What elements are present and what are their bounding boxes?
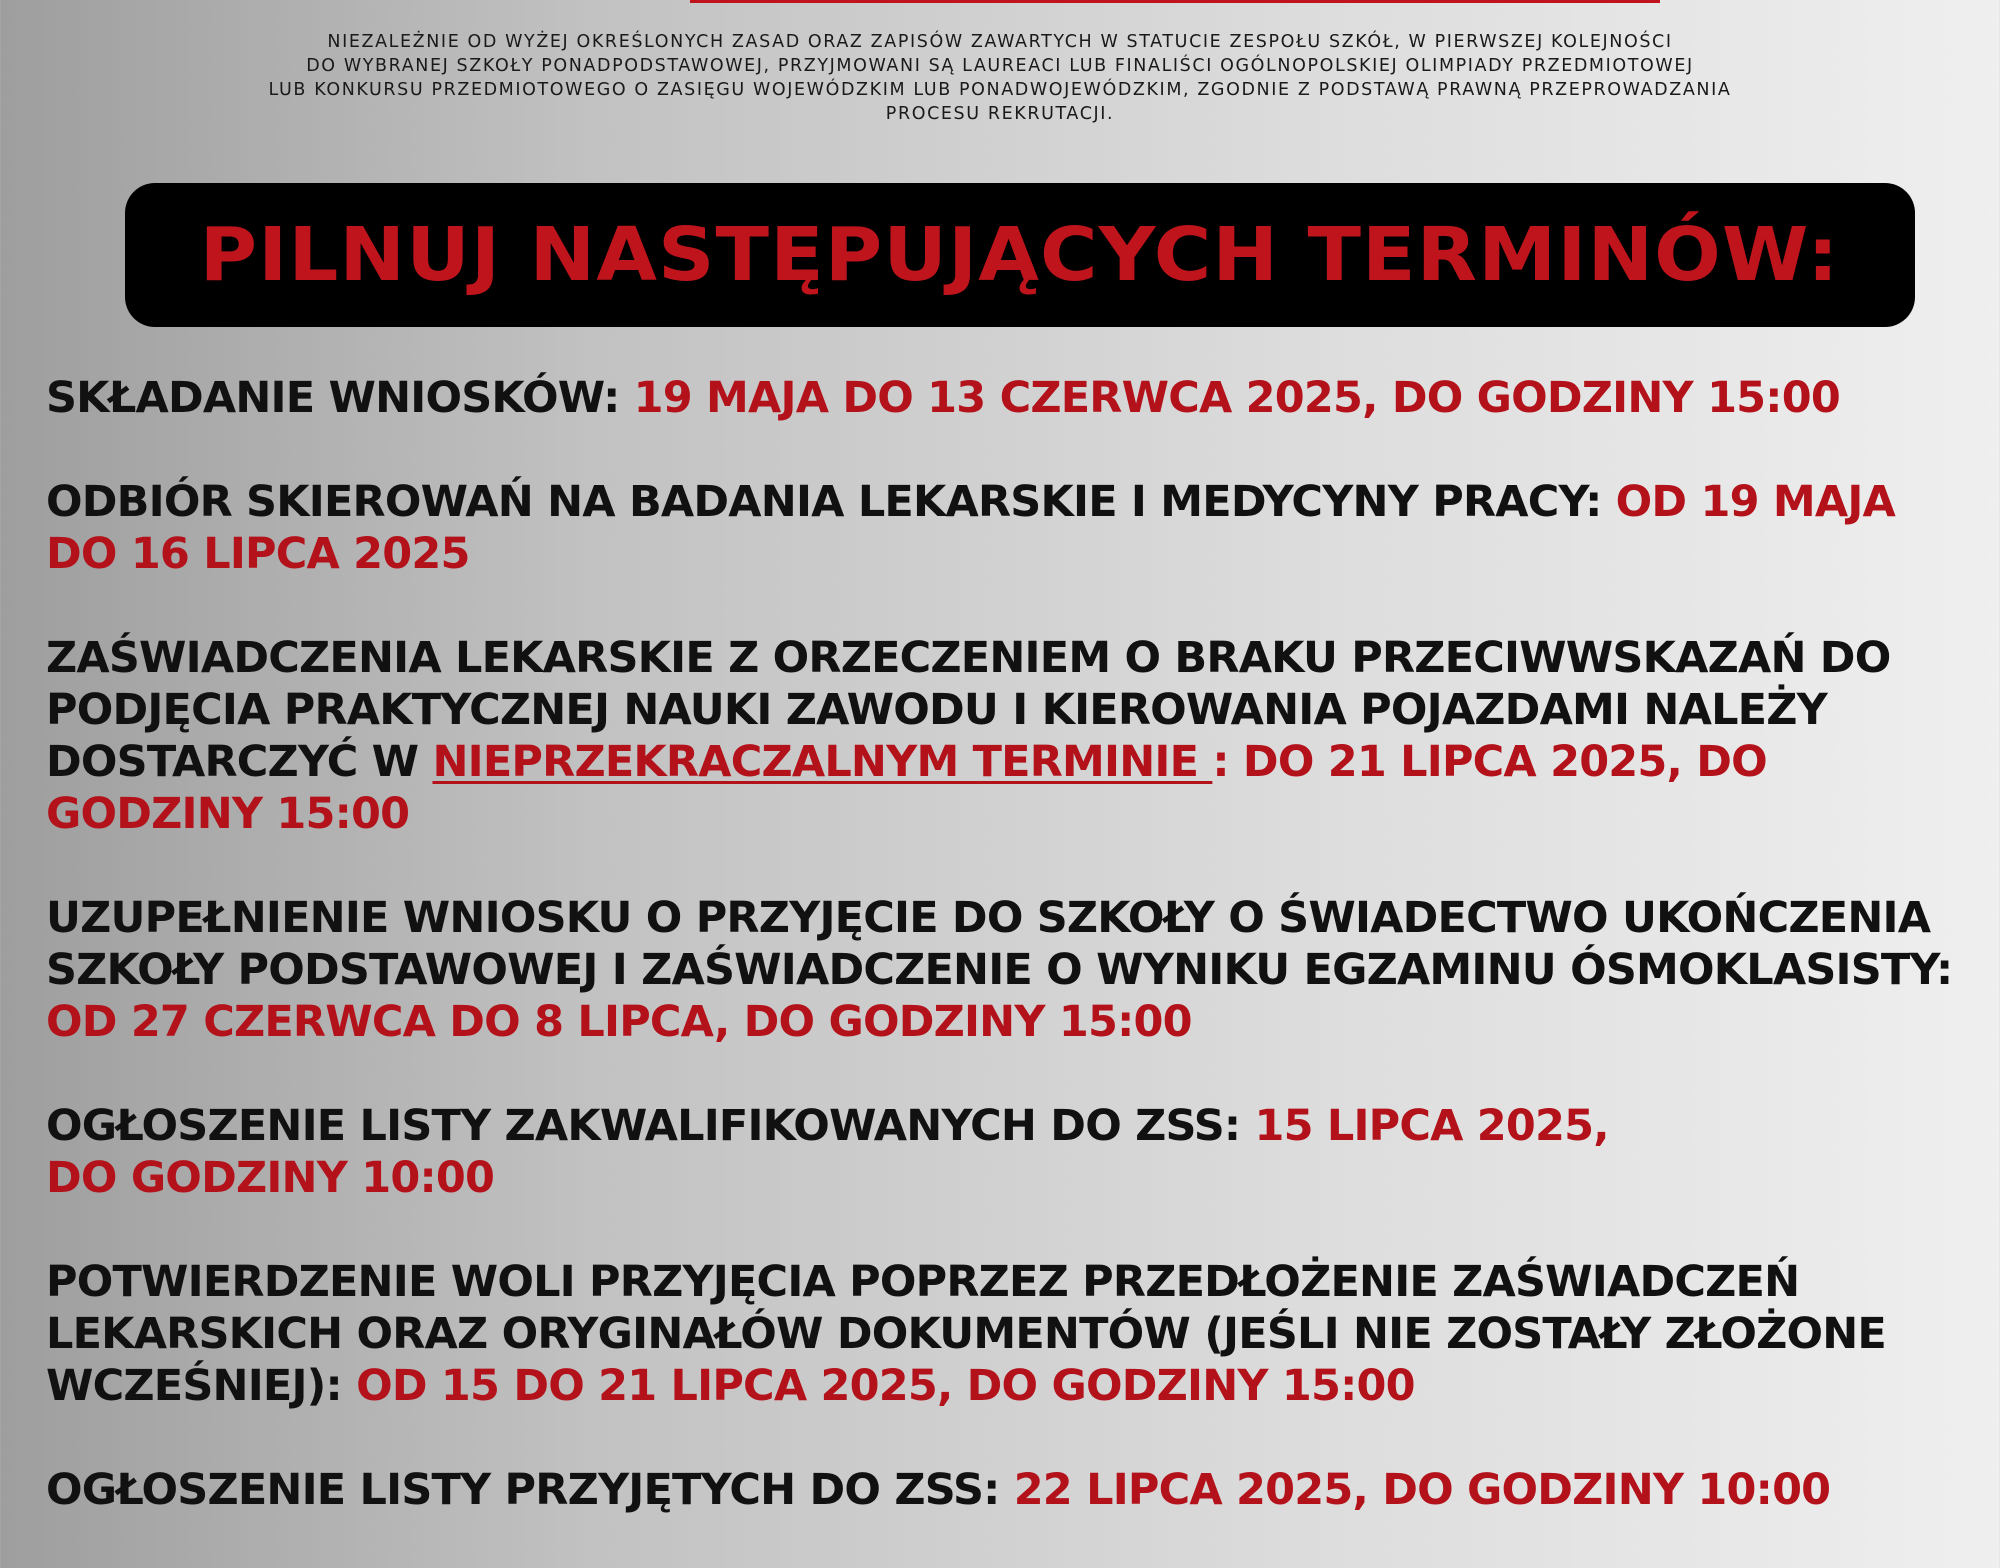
top-accent-line [690, 0, 1660, 3]
banner-title: PILNUJ NASTĘPUJĄCYCH TERMINÓW: [200, 212, 1840, 298]
deadline-item-medical-certificates [46, 632, 1976, 840]
deadline-item-admitted-list [46, 1464, 1976, 1516]
intro-line: NIEZALEŻNIE OD WYŻEJ OKREŚLONYCH ZASAD ORAZ ZAPISÓW ZAWARTYCH W STATUCIE ZESPOŁU SZKÓŁ, W PIERWSZEJ KOLEJNOŚCI [327, 32, 1673, 52]
deadlines-banner [125, 183, 1915, 327]
deadline-item-medical-referrals [46, 476, 1976, 580]
intro-line: LUB KONKURSU PRZEDMIOTOWEGO O ZASIĘGU WOJEWÓDZKIM LUB PONADWOJEWÓDZKIM, ZGODNIE Z PODSTAWĄ PRAWNĄ PRZEPROWADZANIA [268, 80, 1732, 100]
deadline-date: OD 15 DO 21 LIPCA 2025, DO GODZINY 15:00 [356, 1361, 1415, 1411]
deadline-list [46, 372, 1976, 1568]
intro-line: DO WYBRANEJ SZKOŁY PONADPODSTAWOWEJ, PRZYJMOWANI SĄ LAUREACI LUB FINALIŚCI OGÓLNOPOLSKIEJ OLIMPIADY PRZEDMIOTOWEJ [306, 56, 1694, 76]
deadline-item-qualified-list [46, 1100, 1976, 1204]
deadline-date: 22 LIPCA 2025, DO GODZINY 10:00 [1013, 1465, 1831, 1515]
deadline-date: 15 LIPCA 2025, [1254, 1101, 1609, 1151]
deadline-date: : DO 21 LIPCA 2025, DO GODZINY 15:00 [46, 737, 1767, 839]
deadline-label: UZUPEŁNIENIE WNIOSKU O PRZYJĘCIE DO SZKOŁY O ŚWIADECTWO UKOŃCZENIA SZKOŁY PODSTAWOWEJ I ZAŚWIADCZENIE O WYNIKU EGZAMINU ÓSMOKLASISTY: [46, 893, 1953, 995]
deadline-emphasis: NIEPRZEKRACZALNYM TERMINIE [432, 737, 1213, 787]
deadline-item-application-supplement [46, 892, 1976, 1048]
deadline-label: ZAŚWIADCZENIA LEKARSKIE Z ORZECZENIEM O BRAKU PRZECIWWSKAZAŃ DO PODJĘCIA PRAKTYCZNEJ NAUKI ZAWODU I KIEROWANIA POJAZDAMI NALEŻY DOSTARCZYĆ W [46, 633, 1891, 787]
deadline-label: SKŁADANIE WNIOSKÓW: [46, 373, 634, 423]
deadline-label: POTWIERDZENIE WOLI PRZYJĘCIA POPRZEZ PRZEDŁOŻENIE ZAŚWIADCZEŃ LEKARSKICH ORAZ ORYGINAŁÓW DOKUMENTÓW (JEŚLI NIE ZOSTAŁY ZŁOŻONE WCZEŚNIEJ): [46, 1257, 1886, 1411]
deadline-item-confirmation-of-intent [46, 1256, 1976, 1412]
deadline-item-applications [46, 372, 1976, 424]
deadline-date: OD 27 CZERWCA DO 8 LIPCA, DO GODZINY 15:00 [46, 997, 1192, 1047]
deadline-date: 19 MAJA DO 13 CZERWCA 2025, DO GODZINY 15:00 [633, 373, 1840, 423]
intro-notice [20, 30, 1980, 126]
intro-line: PROCESU REKRUTACJI. [885, 104, 1115, 124]
deadline-date-continued: DO GODZINY 10:00 [46, 1153, 495, 1203]
deadline-label: OGŁOSZENIE LISTY PRZYJĘTYCH DO ZSS: [46, 1465, 1014, 1515]
deadline-label: OGŁOSZENIE LISTY ZAKWALIFIKOWANYCH DO ZSS: [46, 1101, 1255, 1151]
deadline-date: OD 19 MAJA DO 16 LIPCA 2025 [46, 477, 1896, 579]
deadline-label: ODBIÓR SKIEROWAŃ NA BADANIA LEKARSKIE I MEDYCYNY PRACY: [46, 477, 1616, 527]
